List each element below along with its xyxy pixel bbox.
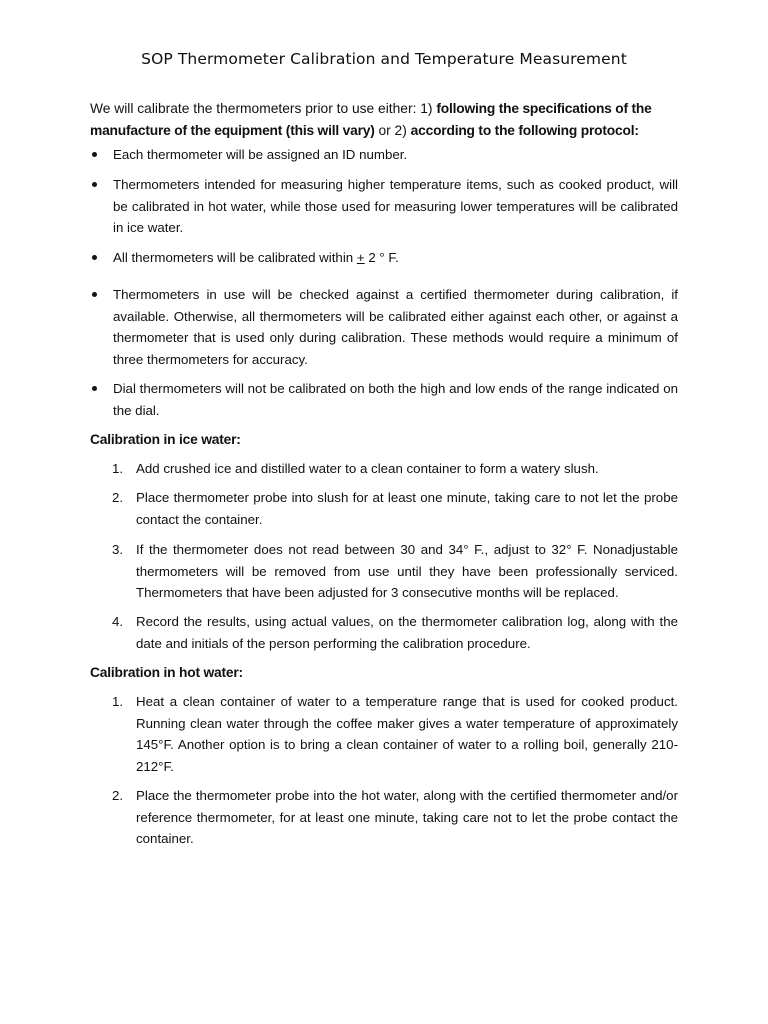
list-item: [90, 247, 678, 269]
step-number: 1.: [112, 694, 124, 709]
list-item: [90, 378, 678, 421]
list-item: [90, 174, 678, 239]
bullet-text: Dial thermometers will not be calibrated on both the high and low ends of the range indicated on the dial.: [113, 381, 678, 418]
bullet-text: All thermometers will be calibrated within + 2 ° F.: [113, 250, 399, 265]
intro-bold-2: according to the following protocol:: [410, 123, 639, 138]
step-text: Add crushed ice and distilled water to a clean container to form a watery slush.: [136, 461, 599, 476]
list-item: [90, 284, 678, 370]
step-text: Place the thermometer probe into the hot water, along with the certified thermometer and/or reference thermometer, for at least one minute, taking care not to let the probe contact the container.: [136, 788, 678, 846]
section-heading-ice: Calibration in ice water:: [90, 432, 241, 447]
bullet-icon: [90, 247, 110, 269]
step-number: 1.: [112, 461, 124, 476]
list-item: [90, 691, 678, 777]
list-item: [90, 611, 678, 654]
bullet-icon: [90, 174, 110, 196]
bullet-text: Each thermometer will be assigned an ID number.: [113, 147, 408, 162]
intro-text-1: We will calibrate the thermometers prior to use either: 1): [90, 101, 437, 116]
step-number: 3.: [112, 542, 124, 557]
step-number: 2.: [112, 490, 124, 505]
page-title: SOP Thermometer Calibration and Temperature Measurement: [141, 50, 627, 68]
intro-paragraph: [90, 98, 678, 142]
list-item: [90, 487, 678, 530]
bullet-text: Thermometers in use will be checked against a certified thermometer during calibration, if available. Otherwise, all thermometers will be calibrated either against each other, or against a thermometer that is used only during calibration. These methods would require a minimum of three thermometers for accuracy.: [113, 287, 678, 367]
step-number: 4.: [112, 614, 124, 629]
bullet-text: Thermometers intended for measuring higher temperature items, such as cooked product, will be calibrated in hot water, while those used for measuring lower temperatures will be calibrated in ice water.: [113, 177, 678, 235]
step-text: If the thermometer does not read between 30 and 34° F., adjust to 32° F. Nonadjustable thermometers will be removed from use until they have been professionally serviced. Thermometers that have been adjusted for 3 consecutive months will be replaced.: [136, 542, 678, 600]
intro-text-2: or 2): [374, 123, 411, 138]
step-number: 2.: [112, 788, 124, 803]
bullet-icon: [90, 144, 110, 166]
bullet-icon: [90, 284, 110, 306]
list-item: [90, 785, 678, 850]
list-item: [90, 539, 678, 604]
list-item: [90, 144, 678, 166]
plus-minus-sign: +: [356, 250, 365, 265]
bullet-icon: [90, 378, 110, 400]
intro-bold-1: following the specifications of the manufacture of the equipment (this will vary): [90, 101, 652, 138]
step-text: Record the results, using actual values, on the thermometer calibration log, along with the date and initials of the person performing the calibration procedure.: [136, 614, 678, 651]
step-text: Place thermometer probe into slush for at least one minute, taking care to not let the probe contact the container.: [136, 490, 678, 527]
step-text: Heat a clean container of water to a temperature range that is used for cooked product. Running clean water through the coffee maker gives a water temperature of approximately 145°F. Another option is to bring a clean container of water to a rolling boil, generally 210-212°F.: [136, 694, 678, 774]
section-heading-hot: Calibration in hot water:: [90, 665, 243, 680]
list-item: [90, 458, 678, 480]
